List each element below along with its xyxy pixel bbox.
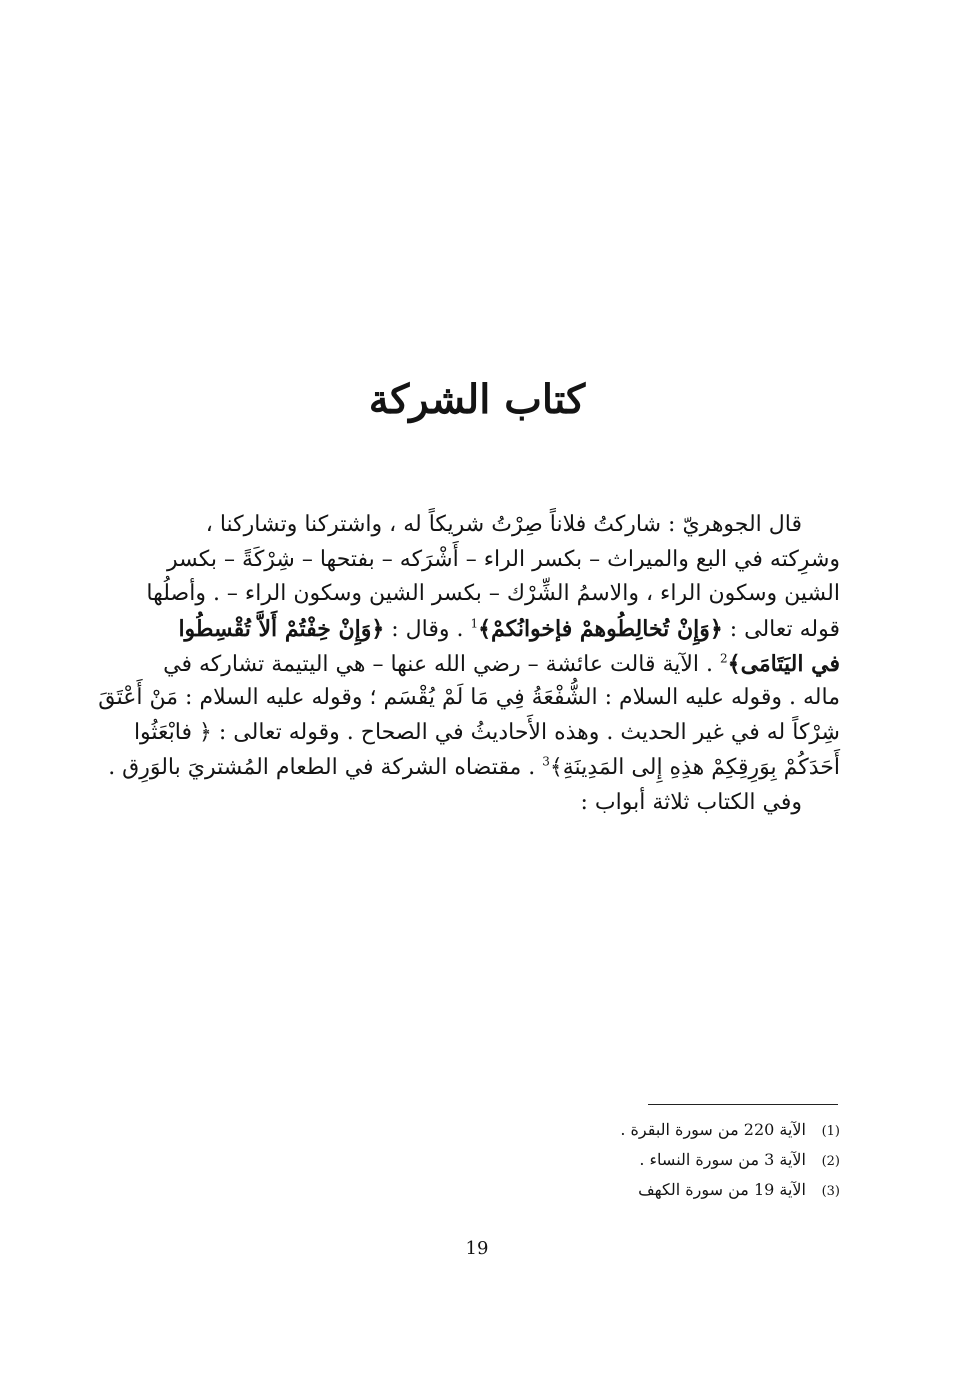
footnote-marker-3: 3 <box>542 754 550 769</box>
text-segment: قوله تعالى : <box>722 617 840 643</box>
text-line-5 <box>160 647 840 682</box>
footnote-number: (3) <box>821 1184 840 1199</box>
text-line-9: وفي الكتاب ثلاثة أبواب : <box>580 789 802 815</box>
chapter-title: كتاب الشركة <box>368 376 586 423</box>
footnote-number: (1) <box>821 1124 840 1139</box>
footnote-marker-1: 1 <box>470 616 479 631</box>
footnote-2 <box>480 1146 840 1176</box>
text-line-2: وشرِكته في البع والميراث – بكسر الراء – أَشْرَكه – بفتحها – شِرْكَةً – بكسر <box>167 546 840 572</box>
footnote-text: الآية 3 من سورة النساء . <box>639 1150 806 1169</box>
text-segment: . مقتضاه الشركة في الطعام المُشتريَ بالوَرِق . <box>108 754 543 780</box>
body-paragraph <box>98 508 840 820</box>
text-line-3: الشين وسكون الراء ، والاسمُ الشِّرْك – بكسر الشين وسكون الراء – . وأصلُها <box>146 581 840 607</box>
text-line-4 <box>160 612 840 647</box>
text-line-1: قال الجوهريّ : شاركتُ فلاناً صِرْتُ شريكاً له ، واشتركنا وتشاركنا ، <box>205 512 802 537</box>
page-number: 19 <box>465 1238 489 1259</box>
footnote-1 <box>480 1116 840 1146</box>
footnotes <box>480 1116 840 1206</box>
footnote-marker-2: 2 <box>720 651 728 666</box>
quran-verse-2-start: ﴿وَإِنْ خِفْتُمْ أَلاَّ تُقْسِطُوا <box>178 616 385 643</box>
quran-verse-2-end: في اليَتَامَى﴾ <box>727 650 840 677</box>
footnote-text: الآية 19 من سورة الكهف <box>638 1180 806 1199</box>
quran-verse-3: أَحَدَكُمْ بِوَرِقِكِمْ هذِهِ إِلى المَدِينَةِ﴾ <box>549 754 840 780</box>
text-line-7: شِرْكاً له في غير الحديث . وهذه الأَحاديثُ في الصحاح . وقوله تعالى : ﴿ فابْعَثُوا <box>133 720 840 746</box>
footnote-text: الآية 220 من سورة البقرة . <box>620 1120 806 1139</box>
text-segment: . الآية قالت عائشة – رضي الله عنها – هي اليتيمة تشاركه في <box>163 651 721 677</box>
footnote-separator <box>648 1104 838 1105</box>
text-line-6: ماله . وقوله عليه السلام : الشُّفْعَةُ فِي مَا لَمْ يُقْسَم ؛ وقوله عليه السلام : مَنْ أَعْتَقَ <box>98 685 840 711</box>
text-line-8 <box>108 751 840 786</box>
quran-verse-1: ﴿وَإِنْ تُخالِطُوهمْ فإخوانُكمْ﴾ <box>478 616 723 643</box>
footnote-3 <box>480 1176 840 1206</box>
text-segment: . وقال : <box>384 617 471 643</box>
footnote-number: (2) <box>821 1154 840 1169</box>
